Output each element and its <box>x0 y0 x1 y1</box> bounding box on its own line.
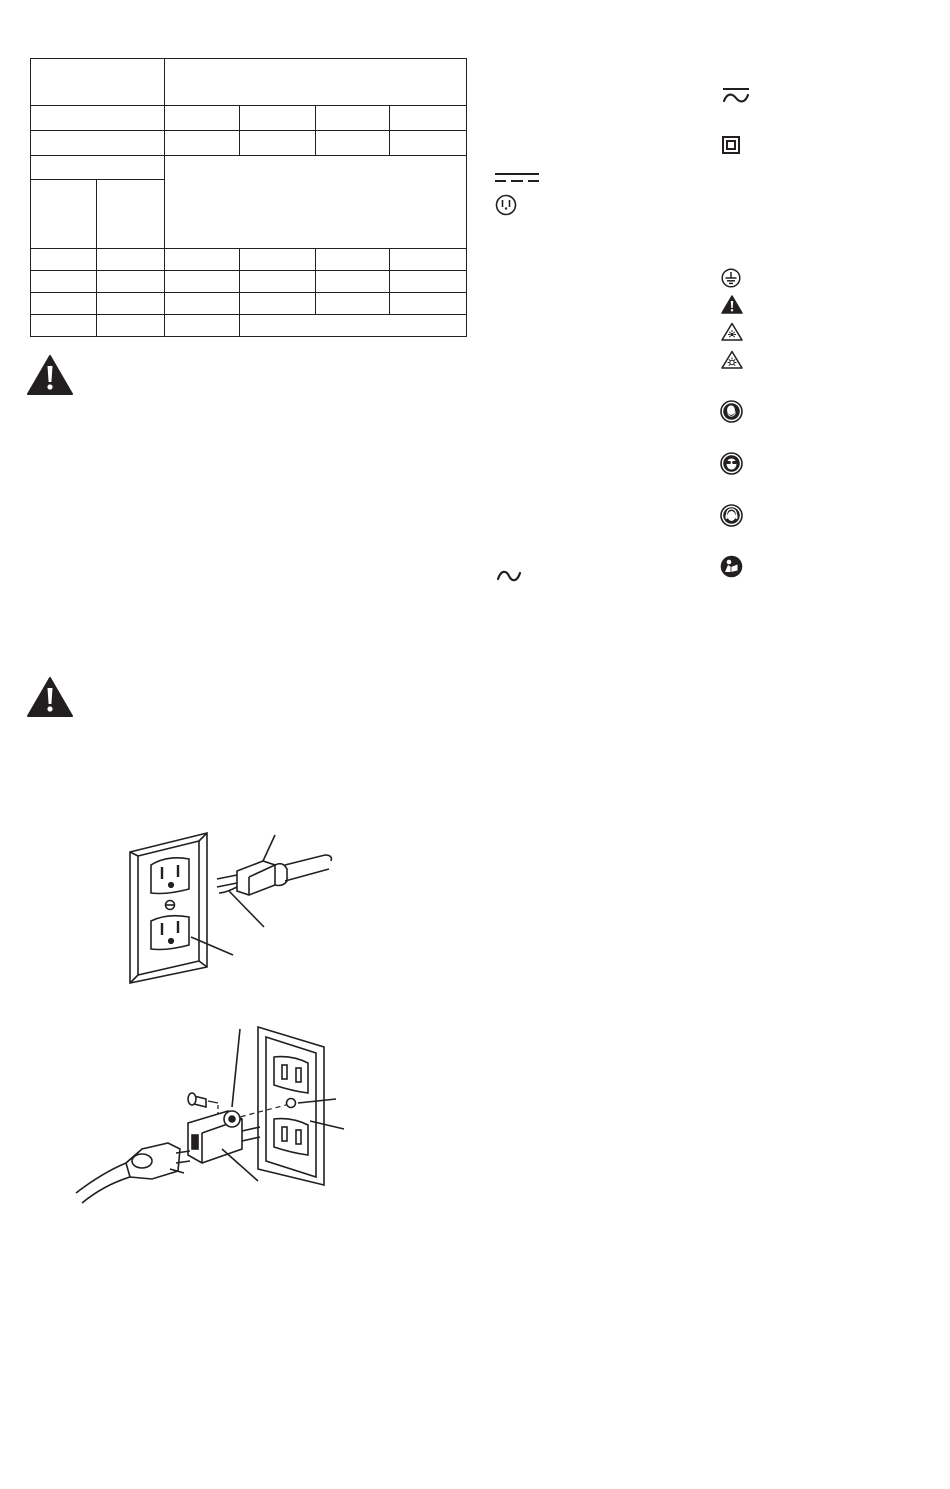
grounded-plug-outlet-figure <box>125 827 345 987</box>
visible-radiation-icon <box>721 350 743 369</box>
wear-hearing-protection-icon <box>720 504 743 527</box>
laser-warning-icon <box>721 322 743 341</box>
read-manual-icon <box>720 555 743 578</box>
alternating-current-icon <box>496 568 522 584</box>
extension-cord-table <box>30 58 467 337</box>
earthing-terminal-icon <box>721 268 741 288</box>
no-load-speed-icon <box>495 194 517 216</box>
adapter-outlet-figure <box>72 1023 347 1208</box>
direct-current-icon <box>494 172 540 184</box>
alternating-or-direct-current-icon <box>722 87 750 105</box>
wear-dust-mask-icon <box>720 400 743 423</box>
class-ii-construction-icon <box>722 136 740 154</box>
warning-triangle-icon <box>27 677 73 717</box>
safety-alert-icon <box>721 295 743 314</box>
wear-eye-protection-icon <box>720 452 743 475</box>
warning-triangle-icon <box>27 355 73 395</box>
